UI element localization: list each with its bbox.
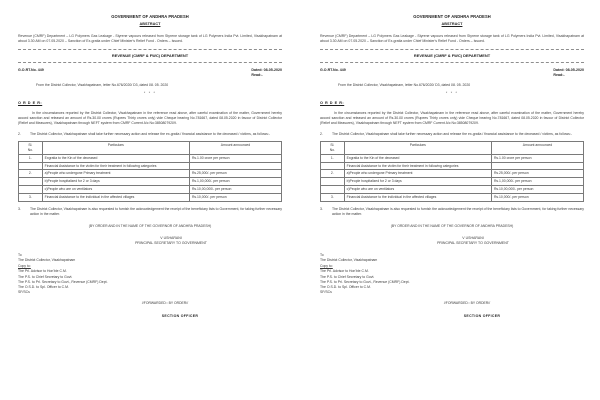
cell-amount xyxy=(491,162,583,170)
order-paragraph-1 xyxy=(18,111,282,127)
distribution-copy-line: The O.S.D. to Spl. Officer to C.M. xyxy=(18,285,69,290)
sub-item-text: People hospitalized for 2 or 3 days xyxy=(349,179,402,184)
cell-particulars-sub-c xyxy=(42,186,189,194)
order-heading: O R D E R: xyxy=(320,101,345,106)
order-paragraph-2-number: 2. xyxy=(320,131,323,136)
cell-sl: 1. xyxy=(321,154,345,162)
cell-amount-sub-a: Rs.25,000/- per person xyxy=(189,170,281,178)
go-number-row xyxy=(18,68,282,78)
abstract-heading: ABSTRACT xyxy=(139,22,161,27)
by-order-line: (BY ORDER AND IN THE NAME OF THE GOVERNOR OF ANDHRA PRADESH) xyxy=(390,224,514,229)
order-heading: O R D E R: xyxy=(18,101,43,106)
column-header-particulars: Particulars xyxy=(42,142,189,155)
distribution-to-line: The District Collector, Visakhapatnam xyxy=(18,258,76,263)
abstract-body: Revenue (CMRF) Department – LG Polymers Gas Leakage - Styrene vapours released from Styrene storage tank of LG Polymers India Pvt. Limited, Visakhapatnam at about 3.30 AM on 07.05.2020 – Sanction of Ex-gratia under Chief Minister's Relief Fund - Orders – Issued. xyxy=(18,33,282,44)
cell-particulars-sub-a xyxy=(42,170,189,178)
column-header-amount: Amount announced xyxy=(189,142,281,155)
go-read-label: Read:- xyxy=(251,72,263,77)
table-header-row xyxy=(19,142,282,155)
order-paragraph-1 xyxy=(320,111,584,127)
signatory-name: V USHARANI xyxy=(462,236,484,241)
order-paragraph-2-text: The District Collector, Visakhapatnam shall take further necessary action and release the ex-gratia / financial assistance to the deceased / victims, as follows:- xyxy=(30,131,270,136)
stars-separator: * * * xyxy=(445,91,459,96)
table-row xyxy=(19,193,282,201)
go-number: G.O.RT.No. 449 xyxy=(320,67,346,72)
signatory-title: PRINCIPAL SECRETARY TO GOVERNMENT xyxy=(437,241,509,246)
sub-item-label: b) xyxy=(346,179,350,184)
order-paragraph-3 xyxy=(18,207,282,218)
cell-amount: Rs.10,000/- per person xyxy=(491,193,583,201)
cell-particulars-sub-b xyxy=(42,178,189,186)
sub-item-label: c) xyxy=(44,187,48,192)
cell-particulars: Financial Assistance to the individual in the affected villages xyxy=(42,193,189,201)
column-header-sl-line2: No. xyxy=(27,147,33,152)
distribution-copy-line: The P.S. to Chief Secretary to Govt. xyxy=(18,274,73,279)
cell-particulars-sub-c xyxy=(344,186,491,194)
distribution-copy-line: The P.S. to Prl. Secretary to Govt., Revenue (CMRF) Dept. xyxy=(320,279,410,284)
signatory-title: PRINCIPAL SECRETARY TO GOVERNMENT xyxy=(135,241,207,246)
order-paragraph-3-number: 3. xyxy=(320,206,323,211)
sub-item-label: c) xyxy=(346,187,350,192)
divider-rule-top xyxy=(18,49,282,50)
signature-block xyxy=(18,236,282,246)
distribution-copy-line: The Prl. Advisor to Hon'ble C.M. xyxy=(18,269,67,274)
divider-rule-bottom xyxy=(320,62,584,63)
table-row xyxy=(19,162,282,170)
distribution-copy-label: Copy to: xyxy=(320,264,333,269)
cell-amount xyxy=(189,162,281,170)
cell-particulars: Exgratia to the Kin of the deceased xyxy=(42,154,189,162)
exgratia-table xyxy=(320,141,584,202)
cell-particulars: Exgratia to the Kin of the deceased xyxy=(344,154,491,162)
cell-amount-sub-c: Rs.10,00,000/- per person xyxy=(189,186,281,194)
read-reference: From the District Collector, Visakhapatnam, letter No.676/2020/ D3, dated 08. 05. 2020 xyxy=(36,83,169,88)
department-line: REVENUE (CMRF & FWC) DEPARTMENT xyxy=(413,53,491,59)
order-paragraph-1-text: In the circumstances reported by the District Collector, Visakhapatnam in the reference read above, after careful examination of the matter, Government hereby accord sanction and released an amount of Rs.30.00 crores (Rupees Thirty crores only) vide Cheque bearing No.781667, dated 08.05.2020 in favour of District Collector (Relief and Measures), Visakhapatnam through NEFT system from CMRF Current A/c No:38508079209. xyxy=(320,110,584,126)
cell-sl: 2. xyxy=(321,170,345,178)
column-header-amount: Amount announced xyxy=(491,142,583,155)
sub-item-label: a) xyxy=(346,171,350,176)
table-row xyxy=(321,193,584,201)
sub-item-text: People who undergone Primary treatment xyxy=(47,171,111,176)
table-row xyxy=(19,170,282,178)
page-title: GOVERNMENT OF ANDHRA PRADESH xyxy=(111,14,189,19)
column-header-sl-line2: No. xyxy=(329,147,335,152)
distribution-copy-label: Copy to: xyxy=(18,264,31,269)
table-row xyxy=(321,154,584,162)
column-header-sl-line1: Sl. xyxy=(330,143,335,148)
cell-sl xyxy=(19,178,43,186)
forwarded-line: //FORWARDED:: BY ORDER// xyxy=(141,300,189,305)
by-order-line: (BY ORDER AND IN THE NAME OF THE GOVERNOR OF ANDHRA PRADESH) xyxy=(88,224,212,229)
sub-item-text: People who are on ventilators xyxy=(47,187,93,192)
table-row xyxy=(321,162,584,170)
cell-particulars-intro: Financial Assistance to the victim for their treatment in following categories xyxy=(344,162,491,170)
cell-particulars: Financial Assistance to the individual in the affected villages xyxy=(344,193,491,201)
go-dated: Dated: 08-05-2020 xyxy=(251,67,282,72)
section-officer-line: SECTION OFFICER xyxy=(161,314,199,319)
cell-amount-sub-b: Rs.1,00,000/- per person xyxy=(189,178,281,186)
distribution-list xyxy=(320,253,584,295)
sub-item-text: People who undergone Primary treatment xyxy=(349,171,413,176)
distribution-list xyxy=(18,253,282,295)
cell-sl: 3. xyxy=(321,193,345,201)
table-row xyxy=(321,178,584,186)
cell-particulars-intro: Financial Assistance to the victim for their treatment in following categories xyxy=(42,162,189,170)
order-paragraph-1-text: In the circumstances reported by the District Collector, Visakhapatnam in the reference read above, after careful examination of the matter, Government hereby accord sanction and released an amount of Rs.30.00 crores (Rupees Thirty crores only) vide Cheque bearing No.781667, dated 08.05.2020 in favour of District Collector (Relief and Measures), Visakhapatnam through NEFT system from CMRF Current A/c No:38508079209. xyxy=(18,110,282,126)
read-reference: From the District Collector, Visakhapatnam, letter No.676/2020/ D3, dated 08. 05. 2020 xyxy=(338,83,471,88)
column-header-sl-line1: Sl. xyxy=(28,143,33,148)
cell-sl: 3. xyxy=(19,193,43,201)
cell-sl xyxy=(19,162,43,170)
order-paragraph-2 xyxy=(320,132,584,137)
distribution-copy-line: SF/SCs xyxy=(18,290,30,295)
cell-sl xyxy=(321,162,345,170)
cell-sl xyxy=(321,186,345,194)
sub-item-text: People who are on ventilators xyxy=(349,187,395,192)
cell-particulars-sub-a xyxy=(344,170,491,178)
signatory-name: V USHARANI xyxy=(160,236,182,241)
order-paragraph-2 xyxy=(18,132,282,137)
distribution-to-label: To xyxy=(320,253,324,258)
cell-amount: Rs.10,000/- per person xyxy=(189,193,281,201)
column-header-particulars: Particulars xyxy=(344,142,491,155)
order-paragraph-3 xyxy=(320,207,584,218)
distribution-to-label: To xyxy=(18,253,22,258)
document-page-right xyxy=(300,0,600,400)
order-paragraph-3-text: The District Collector, Visakhapatnam is also requested to furnish the acknowledgement the receipt of the beneficiary lists to Government, for taking further necessary action in the matter. xyxy=(30,206,282,217)
table-header-row xyxy=(321,142,584,155)
cell-particulars-sub-b xyxy=(344,178,491,186)
distribution-to-line: The District Collector, Visakhapatnam xyxy=(320,258,378,263)
distribution-copy-line: The Prl. Advisor to Hon'ble C.M. xyxy=(320,269,369,274)
go-read-label: Read:- xyxy=(553,72,565,77)
sub-item-text: People hospitalized for 2 or 3 days xyxy=(47,179,100,184)
order-paragraph-2-number: 2. xyxy=(18,131,21,136)
table-row xyxy=(19,178,282,186)
forwarded-line: //FORWARDED:: BY ORDER// xyxy=(443,300,491,305)
distribution-copy-line: The P.S. to Prl. Secretary to Govt., Revenue (CMRF) Dept. xyxy=(18,279,108,284)
stars-separator: * * * xyxy=(143,91,157,96)
sub-item-label: b) xyxy=(44,179,48,184)
cell-sl: 2. xyxy=(19,170,43,178)
table-row xyxy=(321,186,584,194)
cell-amount: Rs.1.00 crore per person xyxy=(491,154,583,162)
department-line: REVENUE (CMRF & FWC) DEPARTMENT xyxy=(111,53,189,59)
sub-item-label: a) xyxy=(44,171,48,176)
cell-amount-sub-b: Rs.1,00,000/- per person xyxy=(491,178,583,186)
go-dated: Dated: 08-05-2020 xyxy=(553,67,584,72)
order-paragraph-2-text: The District Collector, Visakhapatnam shall take further necessary action and release the ex-gratia / financial assistance to the deceased / victims, as follows:- xyxy=(332,131,572,136)
cell-sl: 1. xyxy=(19,154,43,162)
cell-amount-sub-a: Rs.25,000/- per person xyxy=(491,170,583,178)
cell-sl xyxy=(19,186,43,194)
distribution-copy-line: The P.S. to Chief Secretary to Govt. xyxy=(320,274,375,279)
abstract-heading: ABSTRACT xyxy=(441,22,463,27)
exgratia-table xyxy=(18,141,282,202)
abstract-body: Revenue (CMRF) Department – LG Polymers Gas Leakage - Styrene vapours released from Styrene storage tank of LG Polymers India Pvt. Limited, Visakhapatnam at about 3.30 AM on 07.05.2020 – Sanction of Ex-gratia under Chief Minister's Relief Fund - Orders – Issued. xyxy=(320,33,584,44)
distribution-copy-line: The O.S.D. to Spl. Officer to C.M. xyxy=(320,285,371,290)
table-row xyxy=(19,186,282,194)
table-row xyxy=(19,154,282,162)
signature-block xyxy=(320,236,584,246)
distribution-copy-line: SF/SCs xyxy=(320,290,332,295)
go-number: G.O.RT.No. 449 xyxy=(18,67,44,72)
section-officer-line: SECTION OFFICER xyxy=(463,314,501,319)
go-number-row xyxy=(320,68,584,78)
divider-rule-bottom xyxy=(18,62,282,63)
cell-sl xyxy=(321,178,345,186)
cell-amount-sub-c: Rs.10,00,000/- per person xyxy=(491,186,583,194)
divider-rule-top xyxy=(320,49,584,50)
page-title: GOVERNMENT OF ANDHRA PRADESH xyxy=(413,14,491,19)
column-header-sl xyxy=(321,142,345,155)
column-header-sl xyxy=(19,142,43,155)
cell-amount: Rs.1.00 crore per person xyxy=(189,154,281,162)
table-row xyxy=(321,170,584,178)
order-paragraph-3-text: The District Collector, Visakhapatnam is also requested to furnish the acknowledgement the receipt of the beneficiary lists to Government, for taking further necessary action in the matter. xyxy=(332,206,584,217)
order-paragraph-3-number: 3. xyxy=(18,206,21,211)
